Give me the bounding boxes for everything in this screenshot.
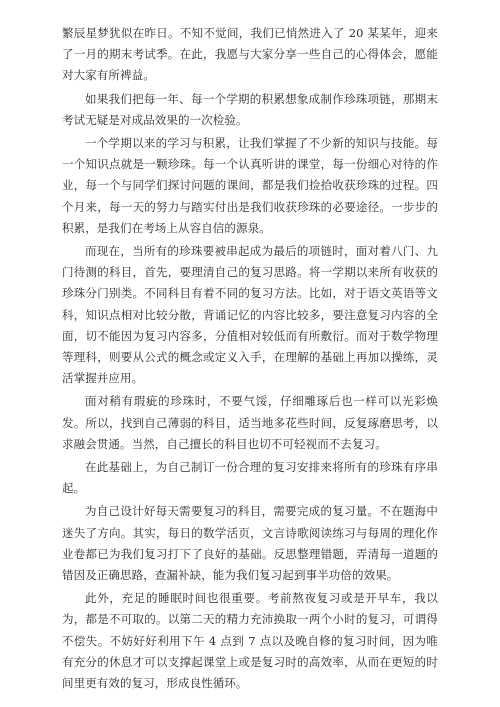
paragraph-pearl-necklace: 如果我们把每一年、每一个学期的积累想象成制作珍珠项链，那期末考试无疑是对成品效果的一次检验。 — [62, 91, 438, 127]
paragraph-daily-review: 为自己设计好每天需要复习的科目，需要完成的复习量。不在题海中迷失了方向。其实，每日的数学活页，文言诗歌阅读练习与每周的理化作业卷都已为我们复习打下了良好的基础。反思整理错题，弄清每一道题的错因及正确思路，查漏补缺，能为我们复习起到事半功倍的效果。 — [62, 504, 438, 583]
paragraph-sleep: 此外，充足的睡眠时间也很重要。考前熬夜复习或是开早车，我以为，都是不可取的。以第二天的精力充沛换取一两个小时的复习，可谓得不偿失。不妨好好利用下午 4 点到 7 点以及晚自修的复习时间，因为唯有充分的休息才可以支撑起课堂上或是复习时的高效率，从而在更短的时间里更有效的复习，形成良性循环。 — [62, 591, 438, 691]
document-body — [62, 23, 438, 694]
paragraph-knowledge-accumulation: 一个学期以来的学习与积累，让我们掌握了不少新的知识与技能。每一个知识点就是一颗珍珠。每一个认真听讲的课堂，每一份细心对待的作业，每一个与同学们探讨问题的课间，都是我们捡拾收获珍珠的过程。四个月来，每一天的努力与踏实付出是我们收获珍珠的必要途径。一步步的积累，是我们在考场上从容自信的源泉。 — [62, 136, 438, 235]
paragraph-schedule: 在此基础上，为自己制订一份合理的复习安排来将所有的珍珠有序串起。 — [62, 460, 438, 496]
paragraph-review-plan: 而现在，当所有的珍珠要被串起成为最后的项链时，面对着八门、九门待测的科目，首先，要理清自己的复习思路。将一学期以来所有收获的珍珠分门别类。不同科目有着不同的复习方法。比如，对于语文英语等文科，知识点相对比较分散，背诵记忆的内容比较多，要注意复习内容的全面，切不能因为复习内容多，分值相对较低而有所敷衍。而对于数学物理等理科，则要从公式的概念或定义入手，在理解的基础上再加以操练，灵活掌握并应用。 — [62, 244, 438, 386]
paragraph-continuation: 繁辰星梦犹似在昨日。不知不觉间，我们已悄然进入了 20 某某年，迎来了一月的期末考试季。在此，我愿与大家分享一些自己的心得体会，愿能对大家有所裨益。 — [62, 26, 438, 83]
paragraph-weak-subjects: 面对稍有瑕疵的珍珠时，不要气馁，仔细雕琢后也一样可以光彩焕发。所以，找到自己薄弱的科目，适当地多花些时间，反复琢磨思考，以求融会贯通。当然，自己擅长的科目也切不可轻视而不去复习。 — [62, 394, 438, 451]
